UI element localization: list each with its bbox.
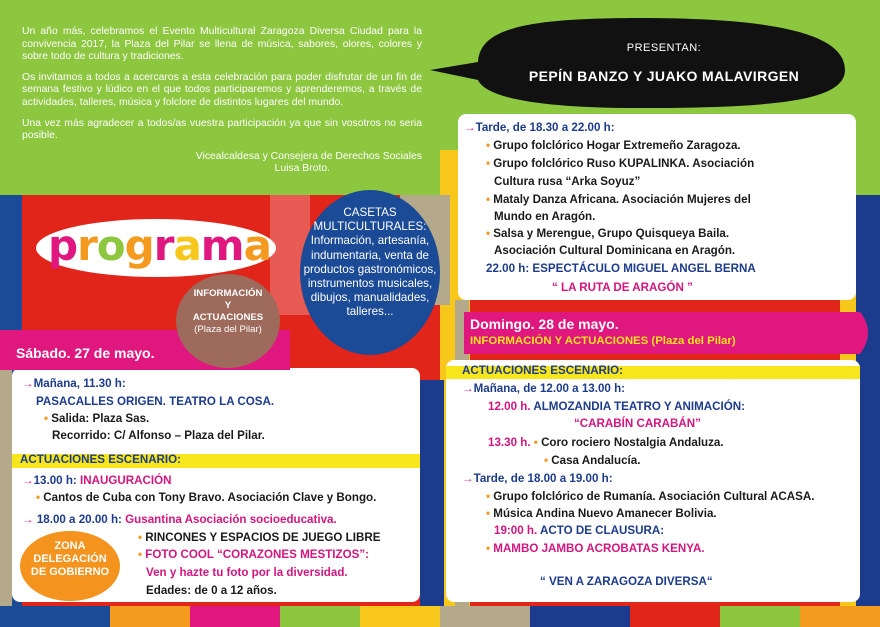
arrow-icon: → — [22, 377, 34, 390]
casetas-line8: talleres... — [346, 305, 394, 319]
signature-name: Luisa Broto. — [274, 163, 330, 175]
rincones-row — [138, 531, 380, 544]
casetas-line4: indumentaria, venta de — [311, 248, 429, 262]
rumania-row — [486, 490, 815, 503]
domingo-tarde-row — [462, 472, 613, 485]
casetas-line5: productos gastronómicos, — [303, 262, 437, 276]
almozandia: ALMOZANDIA TEATRO Y ANIMACIÓN: — [533, 400, 746, 413]
mambo: MAMBO JAMBO ACROBATAS KENYA. — [493, 542, 705, 555]
rincones: RINCONES Y ESPACIOS DE JUEGO LIBRE — [145, 531, 381, 544]
h1800: 18.00 a 20.00 h: — [36, 513, 122, 526]
bullet-icon: • — [486, 542, 494, 555]
tarde-item-2b: Cultura rusa “Arka Soyuz” — [494, 175, 641, 188]
info-circle-line2: Y — [224, 300, 232, 311]
signature-title: Vicealcaldesa y Consejera de Derechos Sociales — [195, 150, 422, 162]
domingo-title: Domingo. 28 de mayo. — [470, 316, 619, 332]
h1900: 19:00 h. — [494, 524, 538, 537]
tarde-item-1 — [486, 139, 741, 152]
rumania: Grupo folclórico de Rumanía. Asociación Cultural ACASA. — [493, 490, 815, 503]
logo-letter: g — [124, 221, 154, 270]
logo-letter: a — [243, 221, 271, 270]
bullet-icon: • — [486, 507, 494, 520]
tarde-item-1-text: Grupo folclórico Hogar Extremeño Zaragoza. — [493, 139, 741, 152]
espectaculo: ESPECTÁCULO MIGUEL ANGEL BERNA — [532, 262, 756, 275]
coro: Coro rociero Nostalgia Andaluza. — [541, 436, 724, 449]
domingo-manana-row — [462, 382, 625, 395]
andina-row — [486, 507, 717, 520]
almozandia-row — [488, 400, 745, 413]
tarde-item-3-text: Mataly Danza Africana. Asociación Mujeres del — [493, 193, 751, 206]
salida: Salida: Plaza Sas. — [51, 412, 150, 425]
logo-letter: p — [48, 221, 78, 270]
inauguracion: INAUGURACIÓN — [80, 474, 172, 487]
casetas-line6: instrumentos musicales, — [307, 277, 433, 291]
recorrido: Recorrido: C/ Alfonso – Plaza del Pilar. — [52, 429, 265, 442]
tarde-item-2-text: Grupo folclórico Ruso KUPALINKA. Asociación — [493, 157, 755, 170]
bullet-icon: • — [486, 157, 494, 170]
edades: Edades: de 0 a 12 años. — [146, 584, 277, 597]
arrow-icon: → — [22, 474, 34, 487]
foto-row — [138, 548, 369, 561]
arrow-icon: → — [462, 472, 474, 485]
logo-letter: a — [173, 221, 201, 270]
logo-letter: o — [96, 221, 125, 270]
bullet-icon: • — [533, 436, 542, 449]
bullet-icon: • — [44, 412, 52, 425]
tarde-item-4-text: Salsa y Merengue, Grupo Quisqueya Baila. — [493, 227, 730, 240]
arrow-icon: → — [464, 121, 476, 134]
clausura: ACTO DE CLAUSURA: — [539, 524, 665, 537]
cantos: Cantos de Cuba con Tony Bravo. Asociación Clave y Bongo. — [43, 491, 377, 504]
casetas-line2: MULTICULTURALES: — [313, 220, 427, 234]
programa-logo-text — [48, 221, 271, 270]
bullet-icon: • — [486, 193, 494, 206]
intro-text — [22, 26, 422, 176]
h1330-row — [488, 436, 724, 449]
h1300-row — [22, 474, 171, 487]
intro-paragraph-2: Os invitamos a todos a acercaros a esta celebración para poder disfrutar de un fin de semana festivo y lúdico en el que todos participaremos y aprenderemos, a través de actividades, talleres, música y folclore de distintos lugares del mundo. — [22, 71, 422, 108]
ruta-aragon: “ LA RUTA DE ARAGÓN ” — [552, 281, 693, 294]
sabado-manana-row — [22, 377, 126, 390]
domingo-actuaciones: ACTUACIONES ESCENARIO: — [462, 364, 624, 377]
h1200: 12.00 h. — [488, 400, 531, 413]
sabado-actuaciones: ACTUACIONES ESCENARIO: — [20, 453, 182, 466]
casetas-line1: CASETAS — [343, 206, 397, 219]
zona-line2: DELEGACIÓN — [33, 553, 107, 565]
logo-letter: r — [77, 221, 97, 270]
ven-foto: Ven y hazte tu foto por la diversidad. — [146, 566, 348, 579]
bullet-icon: • — [486, 139, 494, 152]
h1300: 13.00 h: — [33, 474, 77, 487]
clausura-row — [494, 524, 664, 537]
casetas-line3: Información, artesanía, — [310, 234, 430, 248]
bullet-icon: • — [138, 548, 146, 561]
tarde-sab-row — [464, 121, 615, 134]
caraban: “CARABÍN CARABÁN” — [574, 417, 701, 430]
tarde-sab-title: Tarde, de 18.30 a 22.00 h: — [475, 121, 615, 134]
casa-row — [544, 454, 640, 467]
domingo-tarde: Tarde, de 18.00 a 19.00 h: — [473, 472, 613, 485]
info-circle-line1: INFORMACIÓN — [193, 288, 263, 299]
foto-colon: : — [365, 548, 370, 561]
foto-cool: FOTO COOL — [145, 548, 217, 561]
zona-delegacion-circle — [20, 531, 120, 601]
tarde-item-3b: Mundo en Aragón. — [494, 210, 596, 223]
salida-row — [44, 412, 149, 425]
info-actuaciones-circle — [176, 274, 280, 368]
gusantina: Gusantina Asociación socioeducativa. — [125, 513, 337, 526]
domingo-manana: Mañana, de 12.00 a 13.00 h: — [473, 382, 626, 395]
h1330: 13.30 h. — [488, 436, 531, 449]
mambo-row — [486, 542, 705, 555]
bullet-icon: • — [138, 531, 146, 544]
presenters-names: PEPÍN BANZO Y JUAKO MALAVIRGEN — [528, 68, 800, 84]
bullet-icon: • — [544, 454, 552, 467]
zona-line1: ZONA — [54, 540, 86, 552]
tarde-item-3 — [486, 193, 751, 206]
intro-paragraph-3: Una vez más agradecer a todos/as vuestra participación ya que sin vosotros no seria posible. — [22, 117, 422, 142]
ven-zaragoza: “ VEN A ZARAGOZA DIVERSA“ — [540, 575, 713, 588]
casetas-line7: dibujos, manualidades, — [310, 291, 430, 305]
pasacalles: PASACALLES ORIGEN. TEATRO LA COSA. — [36, 395, 275, 408]
bullet-icon: • — [486, 227, 494, 240]
domingo-subtitle: INFORMACIÓN Y ACTUACIONES (Plaza del Pilar) — [470, 335, 736, 347]
bullet-icon: • — [36, 491, 44, 504]
presentan-label: PRESENTAN: — [626, 42, 702, 54]
sabado-title: Sábado. 27 de mayo. — [16, 345, 155, 361]
h2200: 22.00 h: — [486, 262, 530, 275]
sabado-manana: Mañana, 11.30 h: — [33, 377, 126, 390]
info-circle-line4: (Plaza del Pilar) — [194, 324, 262, 335]
casetas-multiculturales-circle — [300, 190, 440, 355]
arrow-icon: → — [22, 513, 34, 526]
programa-logo — [36, 219, 276, 277]
corazones-mestizos: “CORAZONES MESTIZOS” — [217, 548, 366, 561]
logo-letter: r — [153, 221, 174, 270]
andina: Música Andina Nuevo Amanecer Bolivia. — [493, 507, 717, 520]
h1800-row — [22, 513, 337, 526]
presenters-bubble — [490, 42, 838, 84]
zona-line3: DE GOBIERNO — [30, 566, 110, 578]
tarde-item-4b: Asociación Cultural Dominicana en Aragón. — [494, 244, 736, 257]
tarde-item-4 — [486, 227, 729, 240]
intro-paragraph-1: Un año más, celebramos el Evento Multicultural Zaragoza Diversa Ciudad para la convivencia 2017, la Plaza del Pilar se llena de música, sabores, olores, colores y sobre todo de cultura y tradiciones. — [22, 26, 422, 63]
tarde-item-2 — [486, 157, 754, 170]
bullet-icon: • — [486, 490, 494, 503]
cantos-row — [36, 491, 376, 504]
info-circle-line3: ACTUACIONES — [192, 312, 264, 323]
arrow-icon: → — [462, 382, 474, 395]
casa: Casa Andalucía. — [551, 454, 641, 467]
logo-letter: m — [200, 221, 244, 270]
espectaculo-row — [486, 262, 756, 275]
